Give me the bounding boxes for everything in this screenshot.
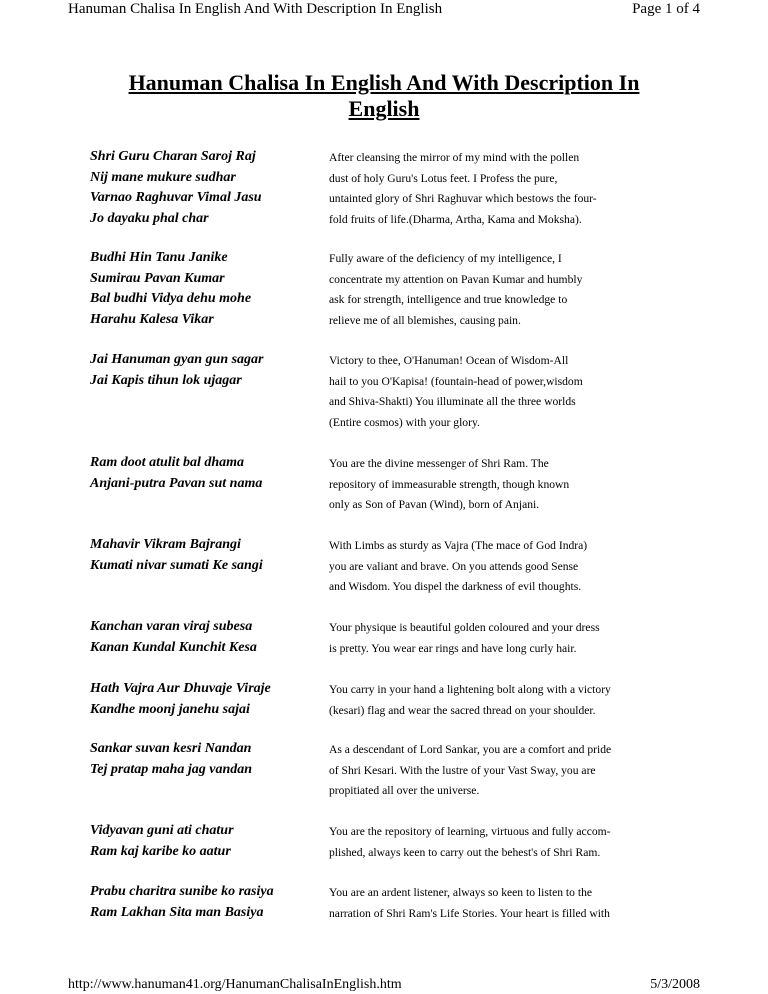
verse-line: Jai Kapis tihun lok ujagar — [90, 372, 242, 388]
verse-block — [90, 882, 318, 923]
description-block — [329, 454, 649, 516]
description-line: fold fruits of life.(Dharma, Artha, Kama and Moksha). — [329, 212, 582, 226]
verse-block — [90, 147, 318, 230]
description-block — [329, 536, 649, 598]
description-line: plished, always keen to carry out the behest's of Shri Ram. — [329, 845, 601, 859]
verse-line: Hath Vajra Aur Dhuvaje Viraje — [90, 681, 271, 696]
description-line: propitiated all over the universe. — [329, 784, 480, 798]
description-line: repository of immeasurable strength, though known — [329, 477, 570, 491]
header-page-number: Page 1 of 4 — [632, 1, 700, 17]
verse-line: Jai Hanuman gyan gun sagar — [90, 352, 264, 367]
description-line: Victory to thee, O'Hanuman! Ocean of Wisdom-All — [329, 354, 569, 367]
verse-line: Ram Lakhan Sita man Basiya — [90, 904, 264, 920]
description-line: You are the divine messenger of Shri Ram. The — [329, 457, 549, 470]
verse-line: Nij mane mukure sudhar — [90, 169, 236, 185]
verse-line: Kanan Kundal Kunchit Kesa — [90, 639, 257, 655]
verse-line: Ram doot atulit bal dhama — [90, 455, 245, 470]
verse-block — [90, 821, 318, 862]
page-title-line: Hanuman Chalisa In English And With Description In — [128, 70, 640, 95]
description-line: With Limbs as sturdy as Vajra (The mace of God Indra) — [329, 539, 588, 552]
footer-url[interactable]: http://www.hanuman41.org/HanumanChalisaInEnglish.htm — [68, 977, 402, 992]
page-title-line: English — [348, 96, 420, 121]
verse-line: Anjani-putra Pavan sut nama — [90, 475, 263, 491]
verse-line: Prabu charitra sunibe ko rasiya — [90, 884, 274, 899]
description-line: untainted glory of Shri Raghuvar which bestows the four- — [329, 192, 597, 206]
description-line: hail to you O'Kapisa! (fountain-head of power,wisdom — [329, 374, 583, 388]
description-line: relieve me of all blemishes, causing pain. — [329, 313, 521, 327]
verse-line: Ram kaj karibe ko aatur — [90, 843, 231, 859]
description-block — [329, 740, 649, 802]
description-line: Fully aware of the deficiency of my intelligence, I — [329, 252, 562, 265]
description-block — [329, 351, 649, 433]
description-line: you are valiant and brave. On you attends good Sense — [329, 559, 579, 573]
description-block — [329, 249, 649, 331]
verse-line: Jo dayaku phal char — [90, 211, 209, 227]
description-line: and Wisdom. You dispel the darkness of evil thoughts. — [329, 580, 582, 594]
verse-line: Sankar suvan kesri Nandan — [90, 741, 252, 756]
description-line: You are an ardent listener, always so keen to listen to the — [329, 886, 593, 899]
description-line: After cleansing the mirror of my mind with the pollen — [329, 151, 580, 164]
description-block — [329, 618, 649, 659]
description-block — [329, 883, 649, 924]
description-line: You carry in your hand a lightening bolt along with a victory — [329, 683, 611, 696]
verse-line: Bal budhi Vidya dehu mohe — [90, 291, 252, 307]
description-line: As a descendant of Lord Sankar, you are a comfort and pride — [329, 743, 612, 756]
verse-block — [90, 739, 318, 780]
description-block — [329, 822, 649, 863]
verse-block — [90, 679, 318, 720]
verse-line: Vidyavan guni ati chatur — [90, 823, 234, 838]
description-block — [329, 680, 649, 721]
verse-line: Kanchan varan viraj subesa — [90, 619, 253, 634]
description-line: narration of Shri Ram's Life Stories. Your heart is filled with — [329, 906, 610, 920]
description-line: only as Son of Pavan (Wind), born of Anjani. — [329, 498, 540, 512]
verse-line: Tej pratap maha jag vandan — [90, 761, 253, 777]
page-title — [100, 70, 668, 122]
footer-date: 5/3/2008 — [650, 977, 700, 992]
verse-block — [90, 350, 318, 391]
header-document-title: Hanuman Chalisa In English And With Description In English — [68, 1, 443, 17]
verse-line: Kandhe moonj janehu sajai — [90, 701, 250, 717]
verse-block — [90, 617, 318, 658]
verse-line: Mahavir Vikram Bajrangi — [90, 537, 241, 552]
verse-line: Varnao Raghuvar Vimal Jasu — [90, 190, 262, 206]
verse-line: Kumati nivar sumati Ke sangi — [90, 557, 263, 573]
verse-block — [90, 453, 318, 494]
verse-line: Sumirau Pavan Kumar — [90, 270, 225, 286]
description-line: is pretty. You wear ear rings and have long curly hair. — [329, 641, 577, 655]
description-line: (Entire cosmos) with your glory. — [329, 415, 480, 429]
description-line: and Shiva-Shakti) You illuminate all the three worlds — [329, 395, 576, 409]
description-line: dust of holy Guru's Lotus feet. I Profess the pure, — [329, 171, 558, 185]
description-line: (kesari) flag and wear the sacred thread on your shoulder. — [329, 703, 596, 717]
description-line: Your physique is beautiful golden coloured and your dress — [329, 621, 600, 634]
description-block — [329, 148, 649, 230]
description-line: of Shri Kesari. With the lustre of your Vast Sway, you are — [329, 763, 596, 777]
verse-block — [90, 248, 318, 331]
description-line: concentrate my attention on Pavan Kumar and humbly — [329, 272, 583, 286]
verse-line: Budhi Hin Tanu Janike — [90, 250, 228, 265]
verse-line: Shri Guru Charan Saroj Raj — [90, 149, 256, 164]
description-line: You are the repository of learning, virtuous and fully accom- — [329, 825, 611, 838]
verse-block — [90, 535, 318, 576]
description-line: ask for strength, intelligence and true knowledge to — [329, 293, 568, 307]
verse-line: Harahu Kalesa Vikar — [90, 312, 214, 328]
